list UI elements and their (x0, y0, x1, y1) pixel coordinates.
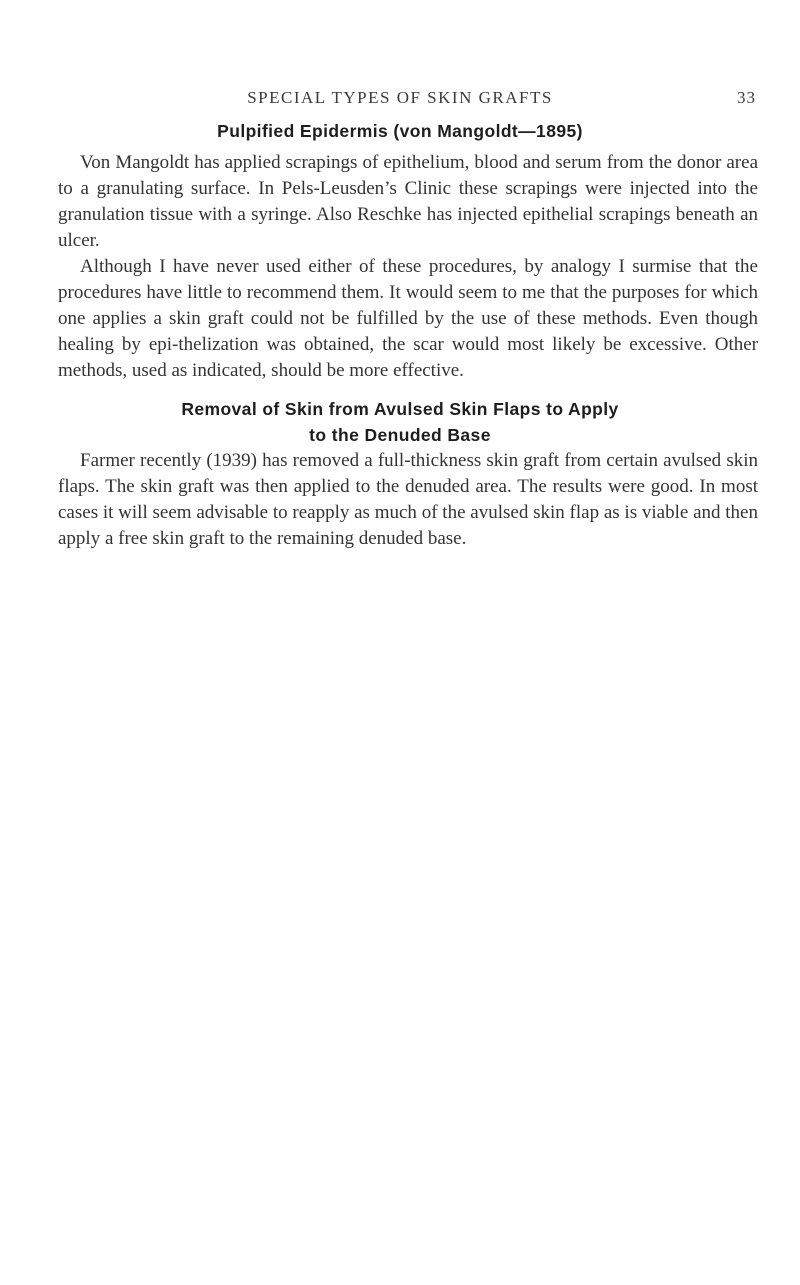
running-head: SPECIAL TYPES OF SKIN GRAFTS (247, 88, 553, 107)
page-number: 33 (737, 88, 756, 107)
heading-line: to the Denuded Base (309, 425, 491, 445)
section-body-pulpified-epidermis (58, 150, 758, 384)
section-heading-avulsed-skin-flaps (44, 396, 756, 448)
section-heading-pulpified-epidermis: Pulpified Epidermis (von Mangoldt—1895) (217, 121, 583, 141)
paragraph: Von Mangoldt has applied scrapings of epithelium, blood and serum from the donor area to a granulating surface. In Pels-Leusden’s Clinic these scrapings were injected into the granulation tissue with a syringe. Also Reschke has injected epithelial scrapings beneath an ulcer. (58, 152, 758, 251)
section-body-avulsed-skin-flaps (58, 448, 758, 552)
paragraph: Farmer recently (1939) has removed a full-thickness skin graft from certain avulsed skin flaps. The skin graft was then applied to the denuded area. The results were good. In most cases it will seem advisable to reapply as much of the avulsed skin flap as is viable and then apply a free skin graft to the remaining denuded base. (58, 450, 758, 549)
paragraph: Although I have never used either of these procedures, by analogy I surmise that the procedures have little to recommend them. It would seem to me that the purposes for which one applies a skin graft could not be fulfilled by the use of these methods. Even though healing by epi-thelization was obtained, the scar would most likely be excessive. Other methods, used as indicated, should be more effective. (58, 256, 758, 381)
heading-line: Removal of Skin from Avulsed Skin Flaps to Apply (181, 399, 619, 419)
